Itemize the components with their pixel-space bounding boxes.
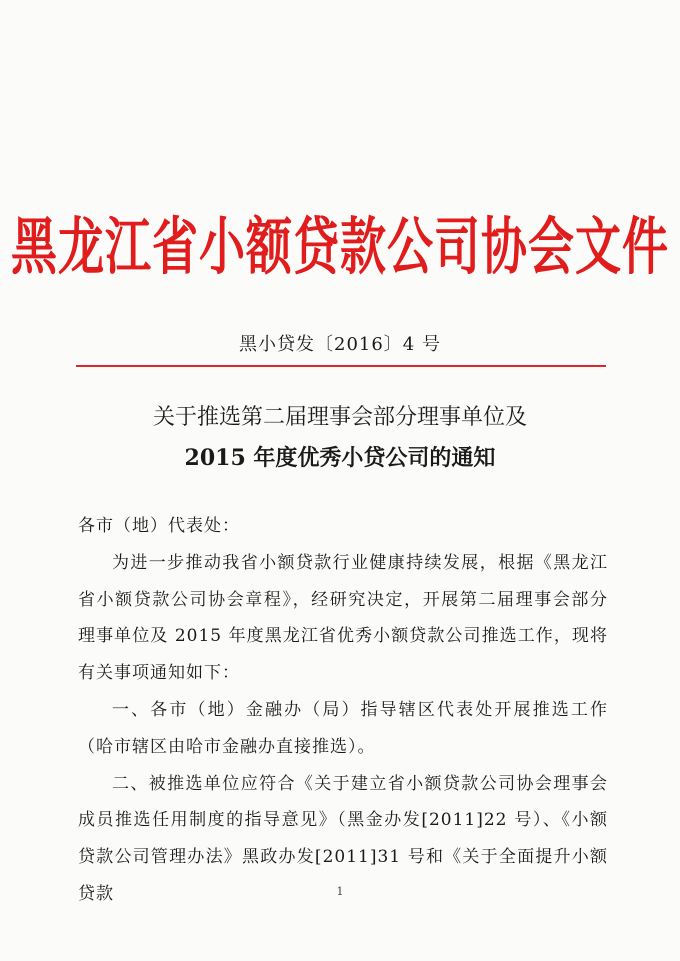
- document-number: 黑小贷发〔2016〕4 号: [239, 334, 441, 355]
- paragraph-intro: 为进一步推动我省小额贷款行业健康持续发展，根据《黑龙江省小额贷款公司协会章程》，经研究决定，开展第二届理事会部分理事单位及 2015 年度黑龙江省优秀小额贷款公司推选工作，现将有关事项通知如下：: [78, 552, 608, 684]
- salutation: 各市（地）代表处：: [78, 516, 240, 536]
- paragraph-item-1: 一、各市（地）金融办（局）指导辖区代表处开展推选工作（哈市辖区由哈市金融办直接推选）。: [78, 699, 608, 757]
- red-divider-line: [76, 365, 606, 367]
- document-body: [78, 508, 608, 913]
- document-header-title: 黑龙江省小额贷款公司协会文件: [11, 210, 669, 284]
- document-subject: [0, 397, 680, 479]
- subject-line-1: 关于推选第二届理事会部分理事单位及: [152, 405, 527, 430]
- paragraph-item-2: 二、被推选单位应符合《关于建立省小额贷款公司协会理事会成员推选任用制度的指导意见》（黑金办发[2011]22 号）、《小额贷款公司管理办法》黑政办发[2011]31 号和《关于全面提升小额贷款: [78, 773, 608, 904]
- subject-line-2: 2015 年度优秀小贷公司的通知: [184, 445, 496, 471]
- page-number: 1: [336, 885, 344, 898]
